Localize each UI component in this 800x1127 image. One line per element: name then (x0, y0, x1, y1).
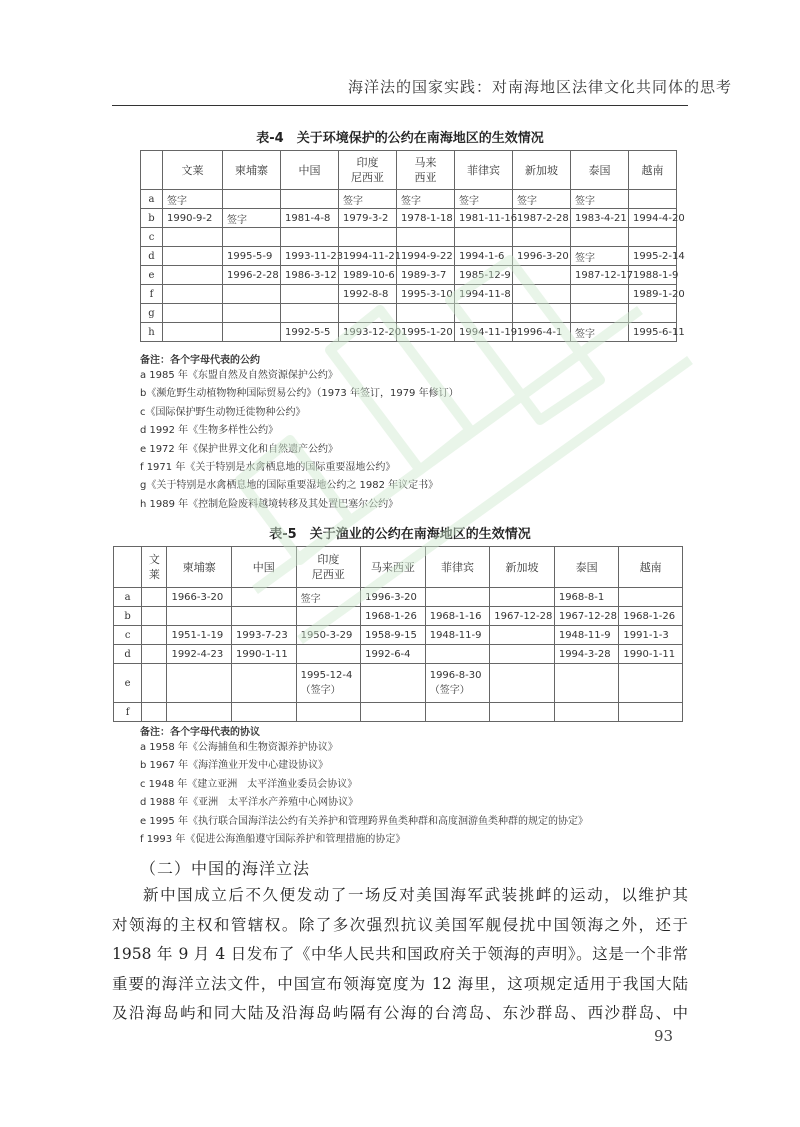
date-cell: 1950-3-29 (296, 626, 361, 645)
date-cell: 1994-11-8 (455, 285, 513, 304)
date-cell: 1986-3-12 (281, 266, 339, 285)
date-cell: 1994-3-28 (554, 645, 619, 664)
date-cell (296, 645, 361, 664)
date-cell: 1996-4-1 (513, 323, 571, 342)
country-header-cell: 马来西亚 (361, 547, 426, 588)
row-letter-cell: d (114, 645, 142, 664)
date-cell: 1988-1-9 (629, 266, 677, 285)
date-cell: 1985-12-9 (455, 266, 513, 285)
date-cell (397, 304, 455, 323)
table-row (114, 626, 683, 645)
date-cell (425, 703, 490, 722)
date-cell (163, 323, 223, 342)
date-cell: 1978-1-18 (397, 209, 455, 228)
note-item: g《关于特别是水禽栖息地的国际重要湿地公约之 1982 年议定书》 (140, 480, 439, 492)
date-cell (513, 304, 571, 323)
date-cell: 签字 (339, 190, 397, 209)
date-cell (232, 588, 297, 607)
date-cell (571, 285, 629, 304)
date-cell (163, 285, 223, 304)
date-cell: 1989-10-6 (339, 266, 397, 285)
date-cell: 1995-1-20 (397, 323, 455, 342)
date-cell: 1992-6-4 (361, 645, 426, 664)
note-item: b 1967 年《海洋渔业开发中心建设协议》 (140, 760, 329, 772)
date-cell: 1993-7-23 (232, 626, 297, 645)
note-item: a 1985 年《东盟自然及自然资源保护公约》 (140, 370, 338, 381)
country-header-cell: 越南 (629, 151, 677, 190)
date-cell (281, 190, 339, 209)
body-line: 新中国成立后不久便发动了一场反对美国海军武装挑衅的运动，以维护其 (143, 886, 688, 904)
date-cell: 1948-11-9 (554, 626, 619, 645)
body-paragraph (112, 881, 688, 1029)
date-cell (142, 607, 167, 626)
date-cell (571, 228, 629, 247)
date-cell (513, 266, 571, 285)
date-cell (554, 664, 619, 703)
date-cell: 1995-6-11 (629, 323, 677, 342)
date-cell (223, 304, 281, 323)
date-cell (142, 626, 167, 645)
date-cell: 1958-9-15 (361, 626, 426, 645)
date-cell (513, 285, 571, 304)
date-cell (167, 664, 232, 703)
row-letter-cell: e (141, 266, 163, 285)
table-4 (140, 150, 685, 342)
notes-title: 备注：各个字母代表的公约 (140, 355, 260, 366)
date-cell (142, 645, 167, 664)
table-row (141, 228, 677, 247)
date-cell: 1992-5-5 (281, 323, 339, 342)
date-cell (232, 664, 297, 703)
date-cell: 1994-4-20 (629, 209, 677, 228)
date-cell (163, 266, 223, 285)
date-cell (167, 607, 232, 626)
notes-title: 备注：各个字母代表的协议 (140, 727, 260, 738)
date-cell: 1968-1-16 (425, 607, 490, 626)
row-letter-cell: h (141, 323, 163, 342)
note-item: h 1989 年《控制危险废料越境转移及其处置巴塞尔公约》 (140, 498, 399, 510)
date-cell: 1994-11-19 (455, 323, 513, 342)
date-cell: 1996-3-20 (513, 247, 571, 266)
date-cell: 1994-9-22 (397, 247, 455, 266)
date-cell (361, 664, 426, 703)
date-cell (339, 304, 397, 323)
table-4-notes (140, 351, 459, 514)
date-cell (619, 703, 683, 722)
date-cell (490, 588, 555, 607)
row-letter-cell: b (141, 209, 163, 228)
date-cell: 1968-1-26 (361, 607, 426, 626)
header-row (114, 547, 683, 588)
date-cell: 1989-1-20 (629, 285, 677, 304)
country-header-cell: 中国 (232, 547, 297, 588)
date-cell: 1990-9-2 (163, 209, 223, 228)
date-cell: 1995-12-4 （签字） (296, 664, 361, 703)
date-cell (223, 228, 281, 247)
date-cell (142, 703, 167, 722)
row-letter-cell: a (141, 190, 163, 209)
body-line: 重要的海洋立法文件，中国宣布领海宽度为 12 海里，这项规定适用于我国大陆 (112, 974, 688, 993)
country-header-cell: 柬埔寨 (223, 151, 281, 190)
date-cell: 1991-1-3 (619, 626, 683, 645)
country-header-cell: 印度 尼西亚 (339, 151, 397, 190)
date-cell: 1987-12-17 (571, 266, 629, 285)
date-cell (490, 703, 555, 722)
date-cell (281, 228, 339, 247)
date-cell: 1981-11-16 (455, 209, 513, 228)
body-line: 及沿海岛屿和同大陆及沿海岛屿隔有公海的台湾岛、东沙群岛、西沙群岛、中 (112, 1004, 688, 1023)
note-item: c 1948 年《建立亚洲 太平洋渔业委员会协议》 (140, 778, 358, 790)
corner-cell (141, 151, 163, 190)
date-cell (455, 228, 513, 247)
date-cell (232, 607, 297, 626)
country-header-cell: 越南 (619, 547, 683, 588)
date-cell (490, 664, 555, 703)
date-cell: 1995-5-9 (223, 247, 281, 266)
table-row (141, 285, 677, 304)
table-row (141, 247, 677, 266)
row-letter-cell: c (114, 626, 142, 645)
note-item: b《濒危野生动植物物种国际贸易公约》（1973 年签订，1979 年修订） (140, 388, 459, 400)
note-item: d 1992 年《生物多样性公约》 (140, 425, 279, 437)
running-header: 海洋法的国家实践：对南海地区法律文化共同体的思考 (347, 78, 732, 96)
date-cell (142, 588, 167, 607)
date-cell (513, 228, 571, 247)
date-cell (223, 190, 281, 209)
date-cell (425, 645, 490, 664)
date-cell (142, 664, 167, 703)
row-letter-cell: g (141, 304, 163, 323)
country-header-cell: 文莱 (163, 151, 223, 190)
date-cell: 1994-1-6 (455, 247, 513, 266)
header-rule (112, 105, 688, 106)
date-cell (397, 228, 455, 247)
date-cell: 1951-1-19 (167, 626, 232, 645)
date-cell: 1983-4-21 (571, 209, 629, 228)
date-cell (619, 588, 683, 607)
country-header-cell: 文 莱 (142, 547, 167, 588)
table-5-caption: 表-5 关于渔业的公约在南海地区的生效情况 (269, 527, 531, 542)
country-header-cell: 中国 (281, 151, 339, 190)
date-cell: 1992-4-23 (167, 645, 232, 664)
header-row (141, 151, 677, 190)
table-5 (113, 546, 683, 722)
date-cell (425, 588, 490, 607)
table-row (141, 266, 677, 285)
country-header-cell: 新加坡 (513, 151, 571, 190)
country-header-cell: 印度 尼西亚 (296, 547, 361, 588)
row-letter-cell: b (114, 607, 142, 626)
date-cell: 签字 (571, 247, 629, 266)
country-header-cell: 泰国 (554, 547, 619, 588)
date-cell (167, 703, 232, 722)
date-cell: 1990-1-11 (232, 645, 297, 664)
date-cell: 1993-11-23 (281, 247, 339, 266)
note-item: e 1972 年《保护世界文化和自然遗产公约》 (140, 443, 338, 455)
date-cell: 1996-2-28 (223, 266, 281, 285)
country-header-cell: 柬埔寨 (167, 547, 232, 588)
corner-cell (114, 547, 142, 588)
date-cell: 签字 (397, 190, 455, 209)
date-cell (281, 304, 339, 323)
body-line: 1958 年 9 月 4 日发布了《中华人民共和国政府关于领海的声明》。这是一个非常 (112, 945, 688, 964)
date-cell: 签字 (163, 190, 223, 209)
date-cell: 1992-8-8 (339, 285, 397, 304)
date-cell: 1981-4-8 (281, 209, 339, 228)
date-cell: 1948-11-9 (425, 626, 490, 645)
page-number: 93 (654, 1027, 674, 1045)
date-cell (339, 228, 397, 247)
country-header-cell: 菲律宾 (425, 547, 490, 588)
date-cell (629, 228, 677, 247)
date-cell: 1966-3-20 (167, 588, 232, 607)
date-cell (163, 247, 223, 266)
date-cell: 1967-12-28 (490, 607, 555, 626)
date-cell: 签字 (571, 190, 629, 209)
table-row (141, 304, 677, 323)
date-cell (571, 304, 629, 323)
country-header-cell: 泰国 (571, 151, 629, 190)
note-item: f 1993 年《促进公海渔船遵守国际养护和管理措施的协定》 (140, 834, 406, 846)
table-5-notes (140, 723, 588, 849)
date-cell (163, 304, 223, 323)
date-cell: 签字 (571, 323, 629, 342)
date-cell (455, 304, 513, 323)
date-cell (296, 703, 361, 722)
date-cell: 1993-12-20 (339, 323, 397, 342)
country-header-cell: 马来 西亚 (397, 151, 455, 190)
date-cell: 签字 (223, 209, 281, 228)
date-cell (232, 703, 297, 722)
table-row (141, 209, 677, 228)
date-cell (163, 228, 223, 247)
date-cell: 1968-8-1 (554, 588, 619, 607)
table-row (114, 703, 683, 722)
row-letter-cell: e (114, 664, 142, 703)
table-row (114, 645, 683, 664)
date-cell: 签字 (296, 588, 361, 607)
table-row (114, 664, 683, 703)
date-cell (619, 664, 683, 703)
row-letter-cell: f (114, 703, 142, 722)
date-cell: 1994-11-21 (339, 247, 397, 266)
date-cell: 1995-2-14 (629, 247, 677, 266)
row-letter-cell: a (114, 588, 142, 607)
date-cell: 1967-12-28 (554, 607, 619, 626)
table-4-caption: 表-4 关于环境保护的公约在南海地区的生效情况 (256, 131, 544, 146)
table-row (141, 323, 677, 342)
row-letter-cell: f (141, 285, 163, 304)
date-cell: 1995-3-10 (397, 285, 455, 304)
date-cell: 签字 (455, 190, 513, 209)
date-cell (223, 323, 281, 342)
date-cell (281, 285, 339, 304)
date-cell (296, 607, 361, 626)
date-cell: 1990-1-11 (619, 645, 683, 664)
date-cell: 1979-3-2 (339, 209, 397, 228)
note-item: f 1971 年《关于特别是水禽栖息地的国际重要湿地公约》 (140, 462, 396, 474)
table-row (114, 607, 683, 626)
date-cell: 1968-1-26 (619, 607, 683, 626)
date-cell: 1987-2-28 (513, 209, 571, 228)
date-cell (361, 703, 426, 722)
date-cell: 1996-8-30 （签字） (425, 664, 490, 703)
date-cell (490, 645, 555, 664)
body-line: 对领海的主权和管辖权。除了多次强烈抗议美国军舰侵扰中国领海之外，还于 (112, 915, 688, 934)
note-item: a 1958 年《公海捕鱼和生物资源养护协议》 (140, 742, 338, 753)
date-cell: 1989-3-7 (397, 266, 455, 285)
table-row (114, 588, 683, 607)
date-cell: 1996-3-20 (361, 588, 426, 607)
date-cell (554, 703, 619, 722)
date-cell (629, 190, 677, 209)
date-cell (490, 626, 555, 645)
row-letter-cell: d (141, 247, 163, 266)
section-heading: （二）中国的海洋立法 (140, 859, 311, 878)
date-cell (629, 304, 677, 323)
country-header-cell: 新加坡 (490, 547, 555, 588)
country-header-cell: 菲律宾 (455, 151, 513, 190)
row-letter-cell: c (141, 228, 163, 247)
note-item: e 1995 年《执行联合国海洋法公约有关养护和管理跨界鱼类种群和高度洄游鱼类种群的规定的协定》 (140, 815, 588, 827)
date-cell (223, 285, 281, 304)
date-cell: 签字 (513, 190, 571, 209)
note-item: d 1988 年《亚洲 太平洋水产养殖中心网协议》 (140, 797, 359, 809)
note-item: c《国际保护野生动物迁徙物种公约》 (140, 406, 306, 418)
table-row (141, 190, 677, 209)
